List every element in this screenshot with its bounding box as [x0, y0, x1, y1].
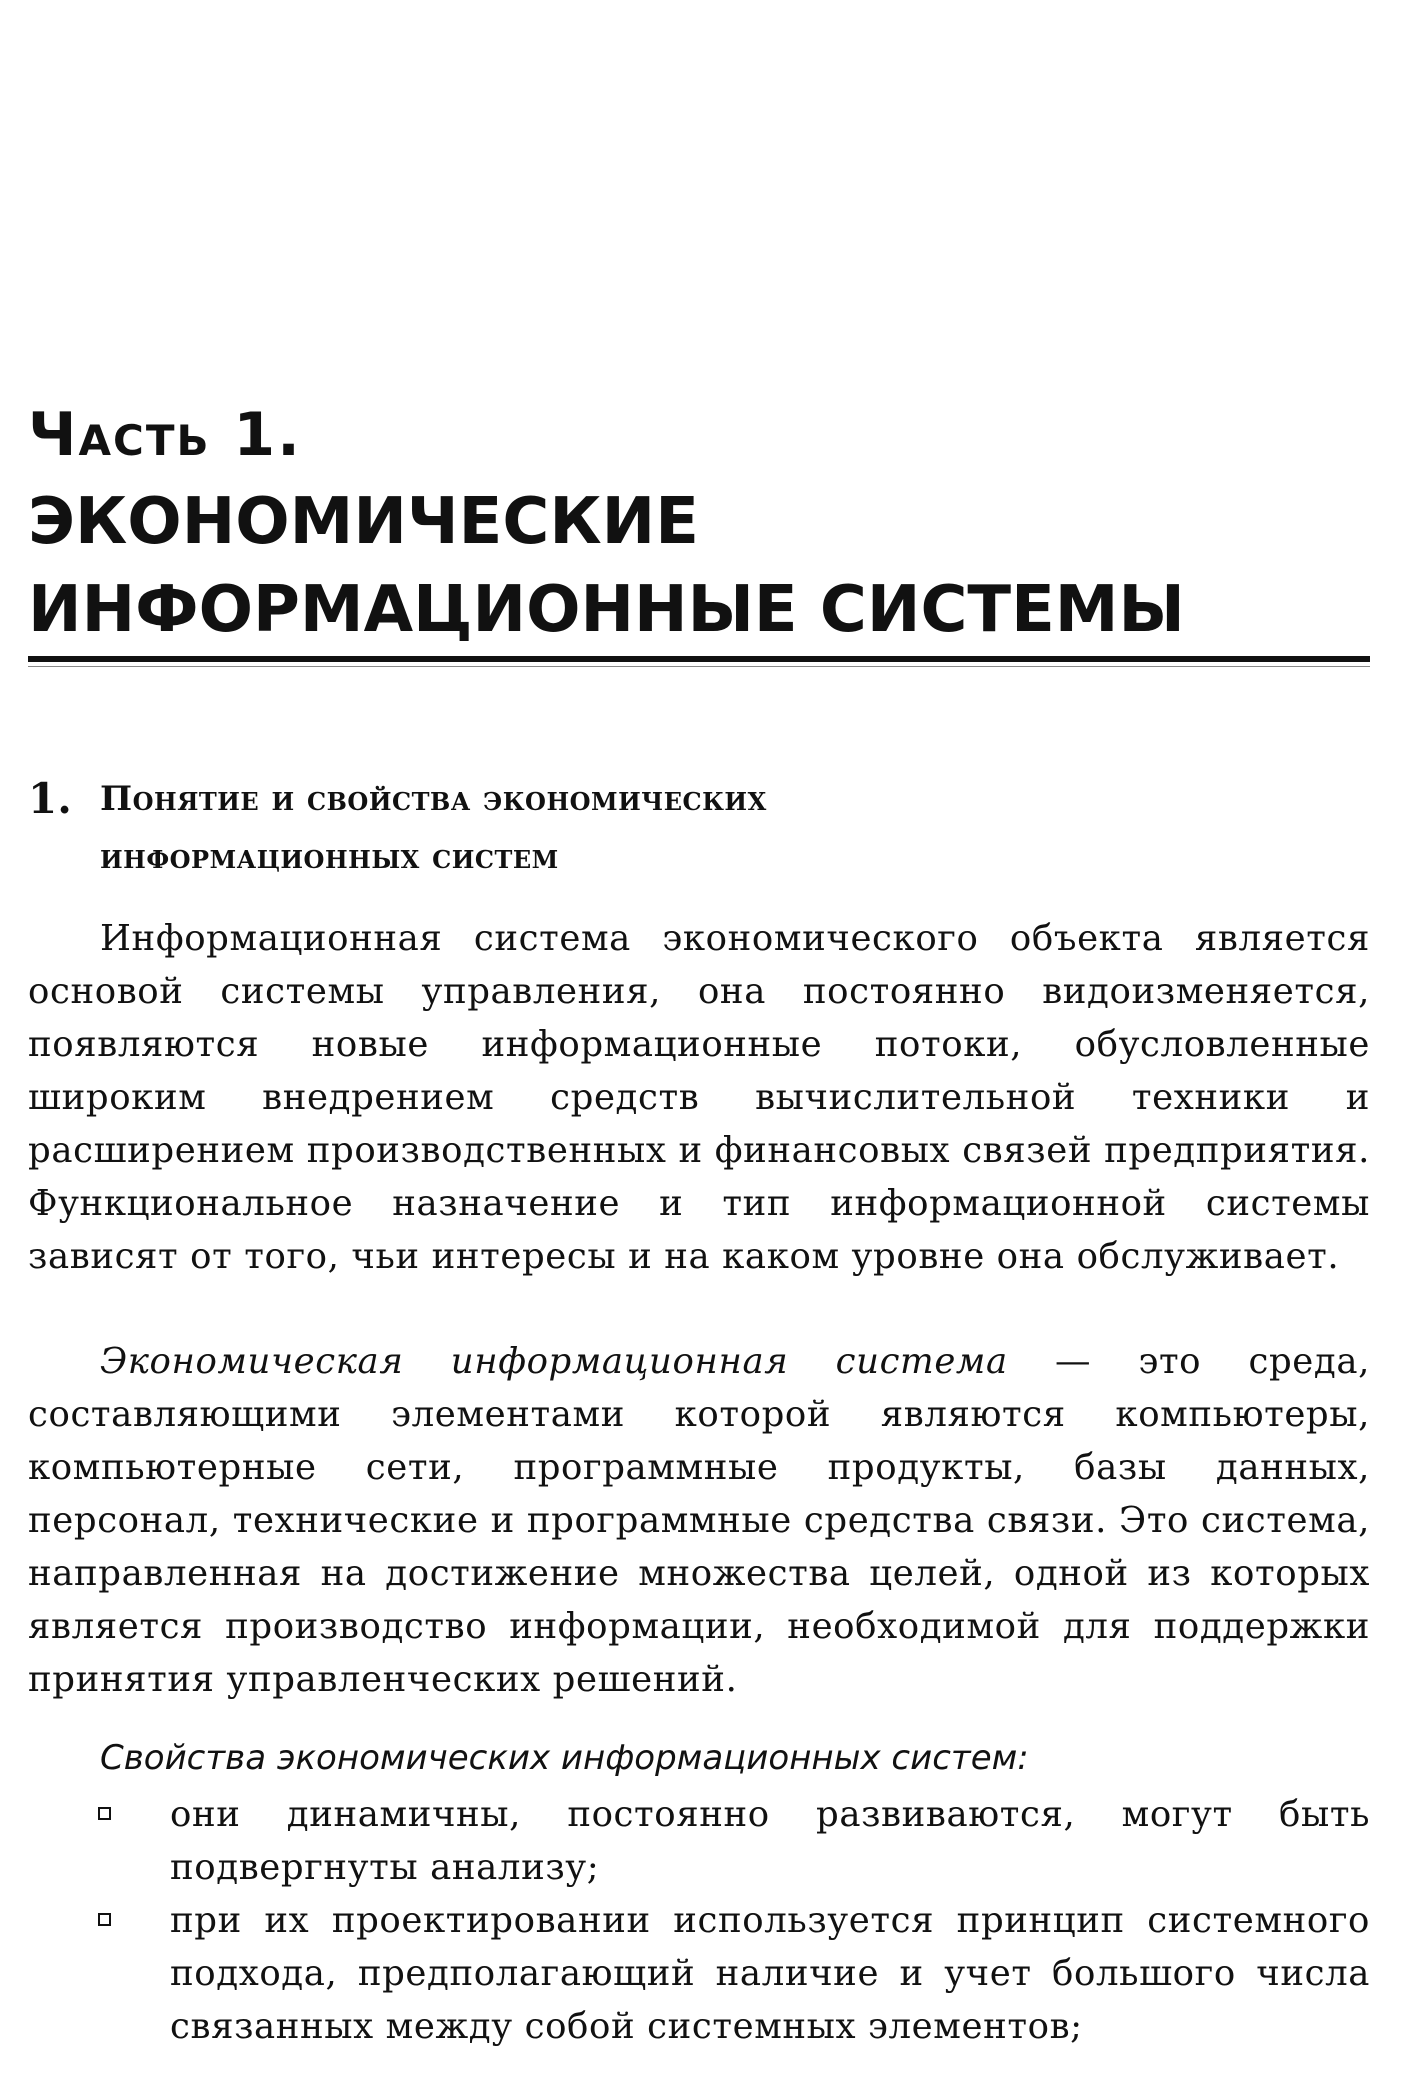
- properties-list: [28, 1788, 1370, 2053]
- part-title-line2: ИНФОРМАЦИОННЫЕ СИСТЕМЫ: [28, 573, 1185, 647]
- square-bullet-icon: [28, 1788, 170, 1894]
- definition-text: — это среда, составляющими элементами которой являются компьютеры, компьютерные сети, программные продукты, базы данных, персонал, технические и программные средства связи. Это система, направленная на достижение множества целей, одной из которых является производство информации, необходимой для поддержки принятия управленческих решений.: [28, 1341, 1370, 1700]
- part-title-line1: ЭКОНОМИЧЕСКИЕ: [28, 485, 699, 559]
- section-heading: [28, 770, 1370, 886]
- list-item: [28, 1788, 1370, 1894]
- definition-term: Экономическая информационная система: [100, 1341, 1008, 1382]
- part-divider-thin: [28, 666, 1370, 667]
- paragraph-1: Информационная система экономического объекта является основой системы управления, она постоянно видоизменяется, появляются новые информационные потоки, обусловленные широким внедрением средств вычислительной техники и расширением производственных и финансовых связей предприятия. Функциональное назначение и тип информационной системы зависят от того, чьи интересы и на каком уровне она обслуживает.: [28, 918, 1370, 1277]
- section-number: 1.: [28, 774, 72, 823]
- list-item: [28, 1894, 1370, 2053]
- square-bullet-icon: [28, 1894, 170, 2053]
- part-divider: [28, 656, 1370, 662]
- list-item-text: при их проектировании используется принцип системного подхода, предполагающий наличие и учет большого числа связанных между собой системных элементов;: [170, 1900, 1370, 2047]
- section-title-line1: Понятие и свойства экономических: [100, 779, 767, 819]
- section-title-line2: информационных систем: [100, 837, 559, 877]
- part-heading: [28, 392, 1370, 654]
- list-item-text: они динамичны, постоянно развиваются, могут быть подвергнуты анализу;: [170, 1794, 1370, 1888]
- properties-heading: Свойства экономических информационных систем:: [100, 1738, 1029, 1778]
- part-label: Часть 1.: [28, 400, 302, 470]
- paragraph-2: [28, 1335, 1370, 1706]
